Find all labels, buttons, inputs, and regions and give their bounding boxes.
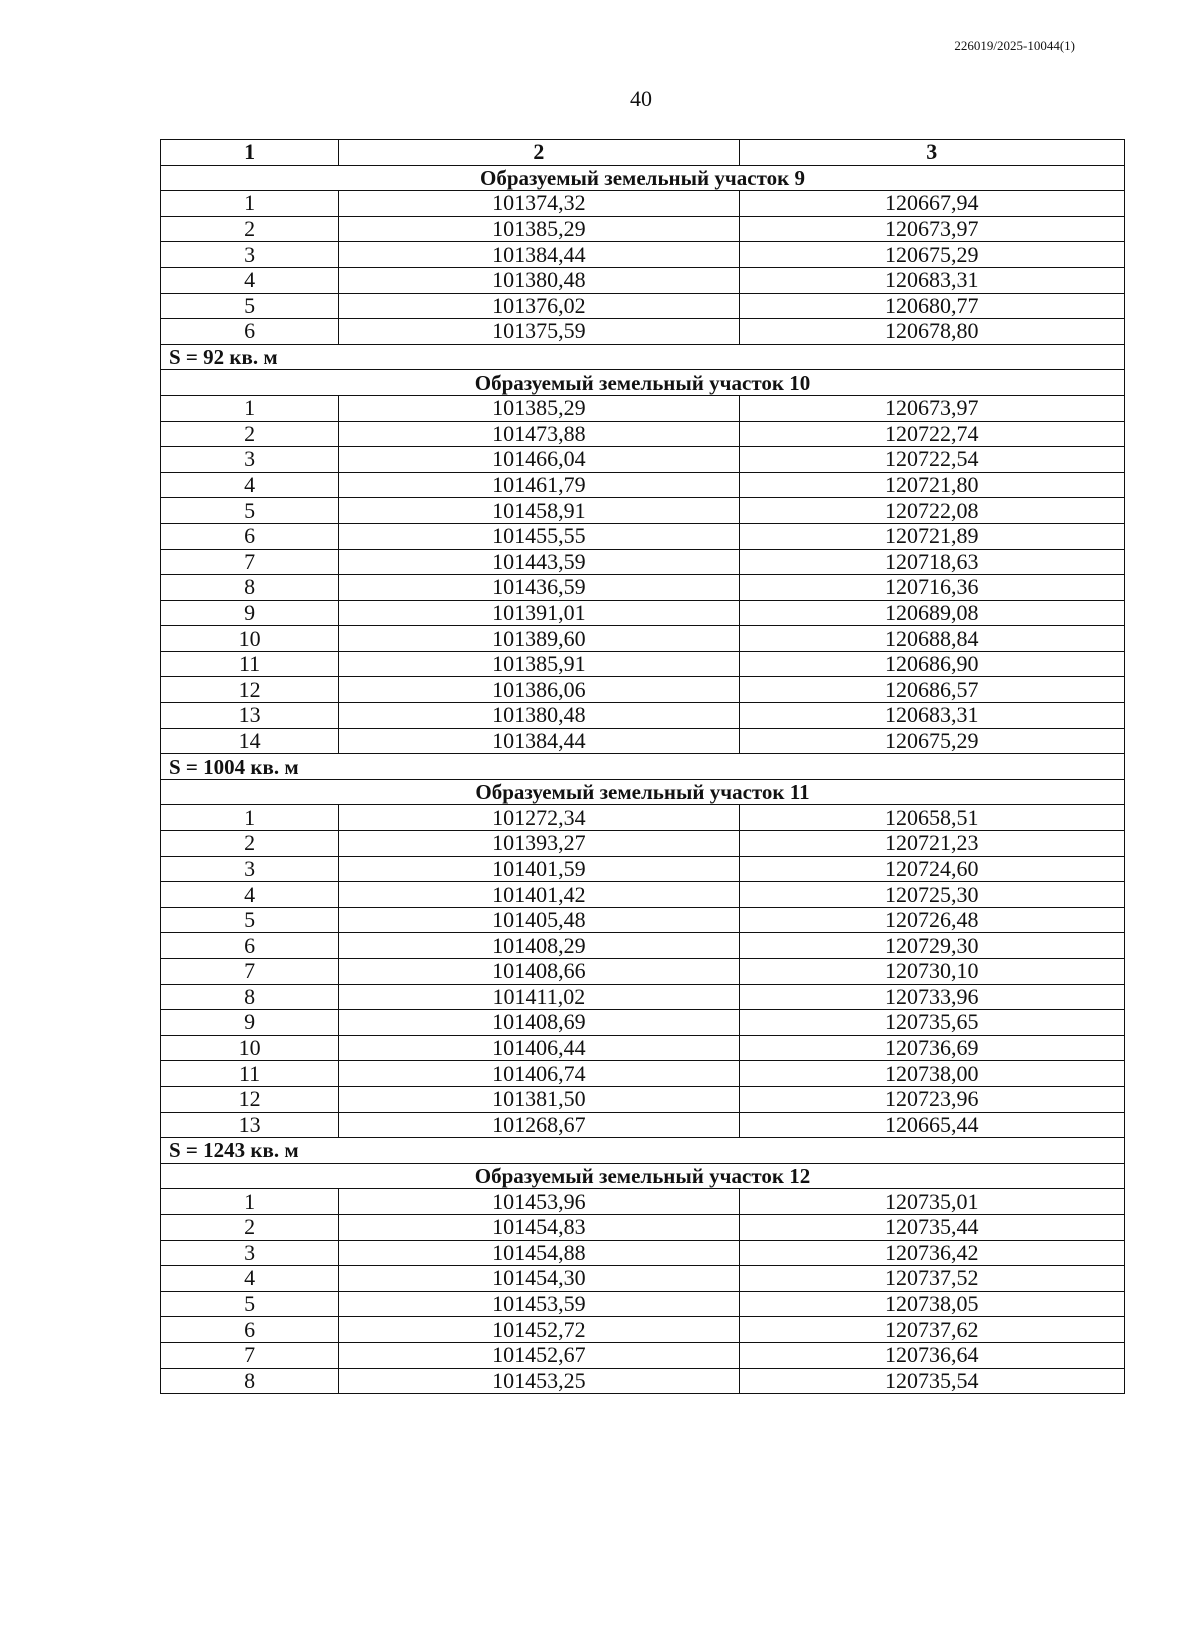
coordinate-x: 101268,67: [339, 1112, 739, 1138]
table-row: [161, 421, 1125, 447]
coordinate-x: 101408,69: [339, 1010, 739, 1036]
coordinate-y: 120735,65: [739, 1010, 1124, 1036]
coordinate-x: 101380,48: [339, 267, 739, 293]
point-number: 3: [161, 242, 339, 268]
point-number: 1: [161, 395, 339, 421]
coordinate-x: 101381,50: [339, 1086, 739, 1112]
coordinate-x: 101411,02: [339, 984, 739, 1010]
coordinate-y: 120722,54: [739, 447, 1124, 473]
coordinate-y: 120736,64: [739, 1342, 1124, 1368]
point-number: 13: [161, 703, 339, 729]
coordinate-x: 101376,02: [339, 293, 739, 319]
point-number: 2: [161, 421, 339, 447]
table-row: [161, 1240, 1125, 1266]
point-number: 8: [161, 984, 339, 1010]
table-row: [161, 293, 1125, 319]
coordinate-y: 120736,42: [739, 1240, 1124, 1266]
point-number: 10: [161, 626, 339, 652]
page-number: 40: [630, 86, 652, 111]
table-row: [161, 600, 1125, 626]
area-row: [161, 1138, 1125, 1164]
coordinate-y: 120725,30: [739, 882, 1124, 908]
point-number: 11: [161, 1061, 339, 1087]
coordinate-y: 120738,05: [739, 1291, 1124, 1317]
coordinate-x: 101443,59: [339, 549, 739, 575]
coordinate-x: 101408,29: [339, 933, 739, 959]
point-number: 4: [161, 1266, 339, 1292]
table-row: [161, 1368, 1125, 1394]
point-number: 9: [161, 1010, 339, 1036]
point-number: 3: [161, 447, 339, 473]
point-number: 6: [161, 1317, 339, 1343]
coordinate-y: 120680,77: [739, 293, 1124, 319]
coordinate-x: 101386,06: [339, 677, 739, 703]
coordinate-y: 120735,54: [739, 1368, 1124, 1394]
coordinate-x: 101406,44: [339, 1035, 739, 1061]
section-title-row: [161, 370, 1125, 396]
coordinate-x: 101406,74: [339, 1061, 739, 1087]
coordinate-x: 101453,59: [339, 1291, 739, 1317]
coordinate-x: 101401,59: [339, 856, 739, 882]
point-number: 3: [161, 1240, 339, 1266]
coordinate-x: 101455,55: [339, 523, 739, 549]
coordinate-y: 120722,74: [739, 421, 1124, 447]
table-row: [161, 1266, 1125, 1292]
coordinate-y: 120716,36: [739, 575, 1124, 601]
table-row: [161, 984, 1125, 1010]
coordinate-x: 101473,88: [339, 421, 739, 447]
table-row: [161, 395, 1125, 421]
coordinate-y: 120738,00: [739, 1061, 1124, 1087]
coordinate-x: 101454,30: [339, 1266, 739, 1292]
table-row: [161, 191, 1125, 217]
coordinate-x: 101466,04: [339, 447, 739, 473]
coordinate-y: 120736,69: [739, 1035, 1124, 1061]
coordinates-table: [160, 139, 1125, 1394]
table-row: [161, 1061, 1125, 1087]
table-row: [161, 728, 1125, 754]
coordinate-y: 120688,84: [739, 626, 1124, 652]
coordinate-x: 101458,91: [339, 498, 739, 524]
table-row: [161, 677, 1125, 703]
coordinates-table-body: [161, 140, 1125, 1394]
point-number: 4: [161, 472, 339, 498]
table-row: [161, 1214, 1125, 1240]
point-number: 4: [161, 267, 339, 293]
coordinate-x: 101385,91: [339, 651, 739, 677]
table-row: [161, 856, 1125, 882]
point-number: 8: [161, 1368, 339, 1394]
coordinate-y: 120689,08: [739, 600, 1124, 626]
coordinate-y: 120733,96: [739, 984, 1124, 1010]
point-number: 13: [161, 1112, 339, 1138]
point-number: 14: [161, 728, 339, 754]
point-number: 5: [161, 907, 339, 933]
coordinate-x: 101454,88: [339, 1240, 739, 1266]
point-number: 5: [161, 293, 339, 319]
coordinate-y: 120724,60: [739, 856, 1124, 882]
coordinate-x: 101453,25: [339, 1368, 739, 1394]
coordinate-x: 101272,34: [339, 805, 739, 831]
table-row: [161, 1010, 1125, 1036]
coordinate-x: 101384,44: [339, 242, 739, 268]
table-row: [161, 319, 1125, 345]
point-number: 8: [161, 575, 339, 601]
table-row: [161, 831, 1125, 857]
coordinate-y: 120675,29: [739, 728, 1124, 754]
coordinate-x: 101454,83: [339, 1214, 739, 1240]
coordinate-x: 101401,42: [339, 882, 739, 908]
area-value: S = 1004 кв. м: [161, 754, 1125, 780]
coordinate-x: 101391,01: [339, 600, 739, 626]
table-row: [161, 1086, 1125, 1112]
coordinate-y: 120737,52: [739, 1266, 1124, 1292]
table-row: [161, 1317, 1125, 1343]
coordinate-y: 120735,01: [739, 1189, 1124, 1215]
coordinate-y: 120723,96: [739, 1086, 1124, 1112]
coordinate-y: 120726,48: [739, 907, 1124, 933]
column-header: 2: [339, 140, 739, 166]
point-number: 6: [161, 319, 339, 345]
table-row: [161, 447, 1125, 473]
coordinate-x: 101385,29: [339, 395, 739, 421]
area-row: [161, 344, 1125, 370]
coordinate-y: 120686,57: [739, 677, 1124, 703]
coordinate-x: 101436,59: [339, 575, 739, 601]
column-header: 3: [739, 140, 1124, 166]
coordinate-x: 101389,60: [339, 626, 739, 652]
coordinate-y: 120730,10: [739, 959, 1124, 985]
table-row: [161, 1291, 1125, 1317]
point-number: 1: [161, 191, 339, 217]
point-number: 3: [161, 856, 339, 882]
column-header-row: [161, 140, 1125, 166]
point-number: 6: [161, 523, 339, 549]
coordinate-x: 101393,27: [339, 831, 739, 857]
coordinate-x: 101384,44: [339, 728, 739, 754]
coordinate-y: 120686,90: [739, 651, 1124, 677]
coordinate-x: 101453,96: [339, 1189, 739, 1215]
coordinate-y: 120735,44: [739, 1214, 1124, 1240]
section-title: Образуемый земельный участок 12: [161, 1163, 1125, 1189]
point-number: 10: [161, 1035, 339, 1061]
section-title-row: [161, 779, 1125, 805]
coordinate-x: 101408,66: [339, 959, 739, 985]
coordinate-y: 120675,29: [739, 242, 1124, 268]
coordinate-y: 120737,62: [739, 1317, 1124, 1343]
coordinate-x: 101385,29: [339, 216, 739, 242]
coordinate-x: 101375,59: [339, 319, 739, 345]
table-row: [161, 651, 1125, 677]
coordinate-y: 120665,44: [739, 1112, 1124, 1138]
table-row: [161, 882, 1125, 908]
area-row: [161, 754, 1125, 780]
area-value: S = 1243 кв. м: [161, 1138, 1125, 1164]
table-row: [161, 933, 1125, 959]
point-number: 2: [161, 1214, 339, 1240]
coordinate-y: 120673,97: [739, 216, 1124, 242]
coordinate-y: 120721,80: [739, 472, 1124, 498]
point-number: 1: [161, 1189, 339, 1215]
coordinate-y: 120718,63: [739, 549, 1124, 575]
table-row: [161, 472, 1125, 498]
table-row: [161, 1342, 1125, 1368]
table-row: [161, 498, 1125, 524]
table-row: [161, 959, 1125, 985]
section-title-row: [161, 165, 1125, 191]
point-number: 5: [161, 1291, 339, 1317]
section-title: Образуемый земельный участок 9: [161, 165, 1125, 191]
table-row: [161, 1112, 1125, 1138]
point-number: 2: [161, 216, 339, 242]
table-row: [161, 805, 1125, 831]
point-number: 7: [161, 959, 339, 985]
coordinate-x: 101405,48: [339, 907, 739, 933]
table-row: [161, 626, 1125, 652]
point-number: 4: [161, 882, 339, 908]
point-number: 11: [161, 651, 339, 677]
coordinate-y: 120722,08: [739, 498, 1124, 524]
coordinate-y: 120683,31: [739, 703, 1124, 729]
point-number: 7: [161, 1342, 339, 1368]
point-number: 5: [161, 498, 339, 524]
coordinate-y: 120721,89: [739, 523, 1124, 549]
coordinate-x: 101452,72: [339, 1317, 739, 1343]
column-header: 1: [161, 140, 339, 166]
table-row: [161, 242, 1125, 268]
table-row: [161, 523, 1125, 549]
point-number: 12: [161, 677, 339, 703]
point-number: 9: [161, 600, 339, 626]
table-row: [161, 575, 1125, 601]
document-id: 226019/2025-10044(1): [954, 38, 1075, 53]
table-row: [161, 907, 1125, 933]
coordinate-x: 101374,32: [339, 191, 739, 217]
section-title: Образуемый земельный участок 11: [161, 779, 1125, 805]
coordinate-x: 101380,48: [339, 703, 739, 729]
table-row: [161, 549, 1125, 575]
coordinate-y: 120667,94: [739, 191, 1124, 217]
coordinate-y: 120673,97: [739, 395, 1124, 421]
table-row: [161, 267, 1125, 293]
area-value: S = 92 кв. м: [161, 344, 1125, 370]
coordinate-y: 120721,23: [739, 831, 1124, 857]
coordinate-y: 120678,80: [739, 319, 1124, 345]
point-number: 2: [161, 831, 339, 857]
point-number: 6: [161, 933, 339, 959]
section-title-row: [161, 1163, 1125, 1189]
coordinate-y: 120683,31: [739, 267, 1124, 293]
coordinate-x: 101452,67: [339, 1342, 739, 1368]
point-number: 12: [161, 1086, 339, 1112]
table-row: [161, 216, 1125, 242]
coordinate-y: 120658,51: [739, 805, 1124, 831]
point-number: 1: [161, 805, 339, 831]
coordinate-y: 120729,30: [739, 933, 1124, 959]
table-row: [161, 703, 1125, 729]
table-row: [161, 1189, 1125, 1215]
coordinate-x: 101461,79: [339, 472, 739, 498]
section-title: Образуемый земельный участок 10: [161, 370, 1125, 396]
point-number: 7: [161, 549, 339, 575]
table-row: [161, 1035, 1125, 1061]
